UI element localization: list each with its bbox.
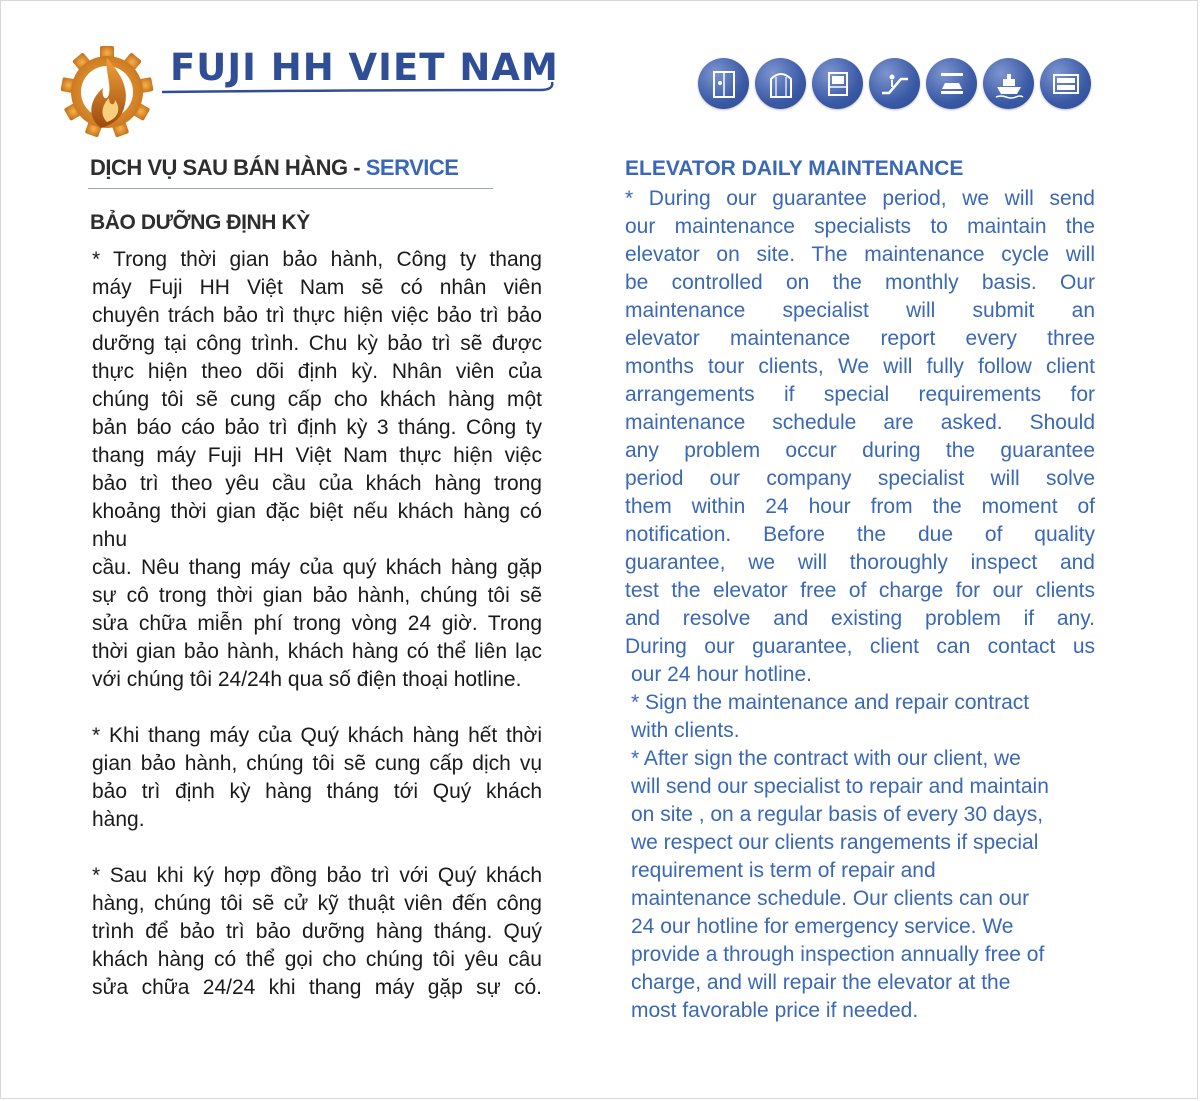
text-line: gian bảo hành, chúng tôi sẽ cung cấp dịch vụ [92, 752, 542, 775]
text-line: hàng. [92, 808, 145, 831]
section-title [90, 155, 458, 181]
text-line: sửa chữa miễn phí trong vòng 24 giờ. Trong [92, 612, 542, 635]
text-line: our 24 hour hotline. [631, 663, 812, 686]
text-line: and resolve and existing problem if any. [625, 607, 1095, 630]
ship-elevator-icon [983, 58, 1034, 109]
brand-underline-swoosh [160, 78, 560, 102]
section-subtitle: BẢO DƯỠNG ĐỊNH KỲ [90, 211, 310, 234]
text-line: maintenance specialist will submit an [625, 299, 1095, 322]
text-line: period our company specialist will solve [625, 467, 1095, 490]
text-line: * Trong thời gian bảo hành, Công ty thang [92, 248, 542, 271]
text-line: maintenance schedule. Our clients can our [631, 887, 1030, 910]
text-line: thực hiện theo dõi định kỳ. Nhân viên của [92, 360, 542, 383]
text-line: maintenance schedule are asked. Should [625, 411, 1095, 434]
text-line: them within 24 hour from the moment of [625, 495, 1095, 518]
text-line: * After sign the contract with our client, we [631, 747, 1021, 770]
text-line: trình để bảo trì bảo dưỡng hàng tháng. Quý [92, 920, 542, 943]
text-line: be controlled on the monthly basis. Our [625, 271, 1095, 294]
paragraph-gap [92, 834, 542, 862]
title-divider [88, 188, 493, 189]
text-line: chúng tôi sẽ cung cấp cho khách hàng một [92, 388, 542, 411]
text-line: khách hàng có thể gọi cho chúng tôi yêu câu [92, 948, 542, 971]
text-line: dưỡng tại công trình. Chu kỳ bảo trì sẽ được [92, 332, 542, 355]
text-line: * During our guarantee period, we will send [625, 187, 1095, 210]
panoramic-elevator-icon [755, 58, 806, 109]
elevator-cabin-icon [698, 58, 749, 109]
text-line: hàng, chúng tôi sẽ cử kỹ thuật viên đến công [92, 892, 542, 915]
text-line: on site , on a regular basis of every 30 days, [631, 803, 1044, 826]
text-line: months tour clients, We will fully follow client [625, 355, 1095, 378]
text-line: we respect our clients rangements if special [631, 831, 1039, 854]
freight-elevator-icon [1040, 58, 1091, 109]
text-line: sửa chữa 24/24 khi thang máy gặp sự có. [92, 976, 542, 999]
car-lift-icon [926, 58, 977, 109]
text-line: test the elevator free of charge for our clients [625, 579, 1095, 602]
text-line: thời gian bảo hành, khách hàng có thể liên lạc [92, 640, 542, 663]
text-line: bản báo cáo bảo trì định kỳ 3 tháng. Công ty [92, 416, 542, 439]
text-line: bảo trì theo yêu cầu của khách hàng trong [92, 472, 542, 495]
product-icons-row [698, 58, 1091, 109]
text-line: arrangements if special requirements for [625, 383, 1095, 406]
text-line: máy Fuji HH Việt Nam sẽ có nhân viên [92, 276, 542, 299]
text-line: sự cô trong thời gian bảo hành, chúng tôi sẽ [92, 584, 542, 607]
text-line: elevator maintenance report every three [625, 327, 1095, 350]
text-line: cầu. Nêu thang máy của quý khách hàng gặp [92, 556, 542, 579]
text-line: * Sau khi ký hợp đồng bảo trì với Quý khách [92, 864, 542, 887]
paragraph-gap [92, 694, 542, 722]
text-line: provide a through inspection annually free of [631, 943, 1045, 966]
english-body-text [625, 185, 1095, 1025]
text-line: guarantee, we will thoroughly inspect and [625, 551, 1095, 574]
vietnamese-body-text [92, 246, 542, 1002]
text-line: với chúng tôi 24/24h qua số điện thoại hotline. [92, 668, 522, 691]
text-line: with clients. [631, 719, 740, 742]
text-line: * Sign the maintenance and repair contract [631, 691, 1030, 714]
gear-flame-logo [55, 36, 159, 140]
text-line: khoảng thời gian đặc biệt nếu khách hàng có [92, 500, 542, 523]
text-line: our maintenance specialists to maintain the [625, 215, 1095, 238]
escalator-icon [869, 58, 920, 109]
text-line: * Khi thang máy của Quý khách hàng hết thời [92, 724, 542, 747]
section-title-accent: SERVICE [365, 155, 459, 180]
text-line: most favorable price if needed. [631, 999, 919, 1022]
text-line: elevator on site. The maintenance cycle will [625, 243, 1095, 266]
dumbwaiter-icon [812, 58, 863, 109]
text-line: any problem occur during the guarantee [625, 439, 1095, 462]
text-line: nhu [92, 528, 128, 551]
text-line: bảo trì định kỳ hàng tháng tới Quý khách [92, 780, 542, 803]
text-line: 24 our hotline for emergency service. We [631, 915, 1014, 938]
text-line: charge, and will repair the elevator at the [631, 971, 1011, 994]
text-line: will send our specialist to repair and maintain [631, 775, 1049, 798]
section-title-main: DỊCH VỤ SAU BÁN HÀNG - [90, 155, 366, 180]
text-line: thang máy Fuji HH Việt Nam thực hiện việc [92, 444, 542, 467]
text-line: requirement is term of repair and [631, 859, 936, 882]
english-section-title: ELEVATOR DAILY MAINTENANCE [625, 157, 964, 180]
brand-name: FUJI HH VIET NAM [170, 46, 559, 89]
text-line: During our guarantee, client can contact us [625, 635, 1095, 658]
text-line: chuyên trách bảo trì thực hiện việc bảo trì bảo [92, 304, 542, 327]
text-line: notification. Before the due of quality [625, 523, 1095, 546]
